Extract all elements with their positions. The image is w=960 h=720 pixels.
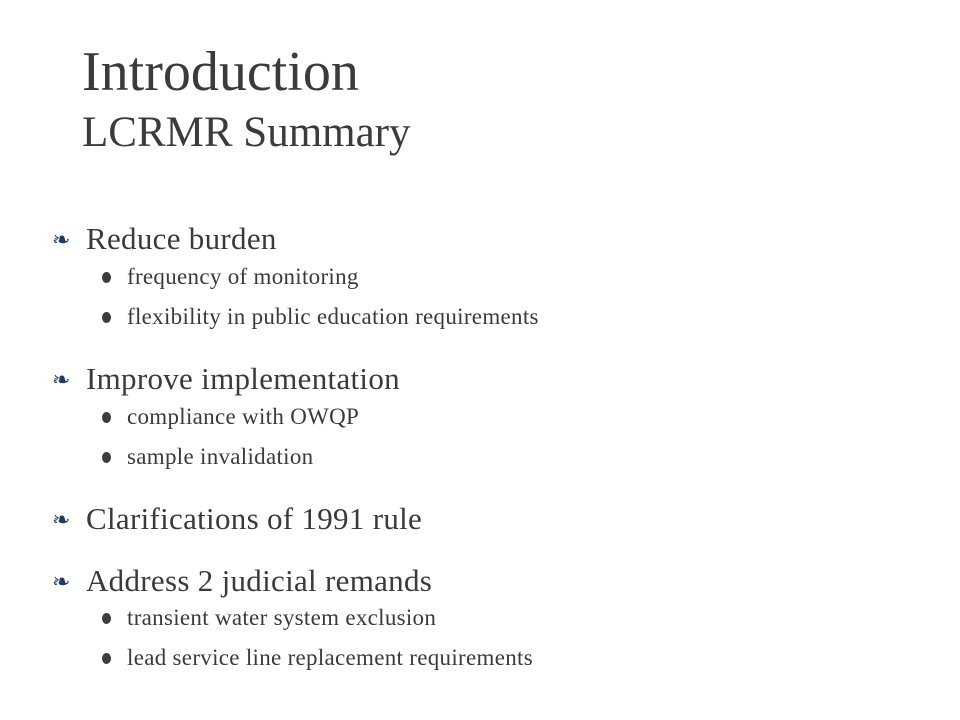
bullet-improve-implementation xyxy=(52,361,400,397)
sub-bullet-label: flexibility in public education requirements xyxy=(127,304,539,329)
floral-heart-bullet-icon: ❧ xyxy=(52,368,71,393)
bullet-label: Reduce burden xyxy=(86,221,277,256)
filled-circle-bullet-icon xyxy=(102,653,111,664)
sub-bullet-label: frequency of monitoring xyxy=(127,264,359,289)
bullet-label: Address 2 judicial remands xyxy=(86,563,433,598)
floral-heart-bullet-icon: ❧ xyxy=(52,570,71,595)
filled-circle-bullet-icon xyxy=(102,613,111,624)
filled-circle-bullet-icon xyxy=(102,412,111,423)
sub-bullet-label: transient water system exclusion xyxy=(127,605,437,630)
bullet-label: Improve implementation xyxy=(86,361,400,396)
sub-bullet-label: compliance with OWQP xyxy=(127,404,360,429)
sub-bullet-compliance xyxy=(102,404,359,430)
floral-heart-bullet-icon: ❧ xyxy=(52,508,71,533)
filled-circle-bullet-icon xyxy=(102,272,111,283)
sub-bullet-transient xyxy=(102,605,436,631)
sub-bullet-label: lead service line replacement requirements xyxy=(127,645,533,670)
slide-title xyxy=(82,41,411,156)
floral-heart-bullet-icon: ❧ xyxy=(52,228,71,253)
filled-circle-bullet-icon xyxy=(102,312,111,323)
sub-bullet-label: sample invalidation xyxy=(127,444,314,469)
sub-bullet-sample xyxy=(102,444,313,470)
title-sub: LCRMR Summary xyxy=(82,109,411,156)
bullet-clarifications xyxy=(52,501,422,537)
sub-bullet-flexibility xyxy=(102,304,539,330)
bullet-judicial-remands xyxy=(52,563,432,599)
bullet-reduce-burden xyxy=(52,221,277,257)
sub-bullet-frequency xyxy=(102,264,359,290)
filled-circle-bullet-icon xyxy=(102,452,111,463)
bullet-label: Clarifications of 1991 rule xyxy=(86,501,423,536)
sub-bullet-lead-service xyxy=(102,645,533,671)
title-main: Introduction xyxy=(82,41,359,103)
